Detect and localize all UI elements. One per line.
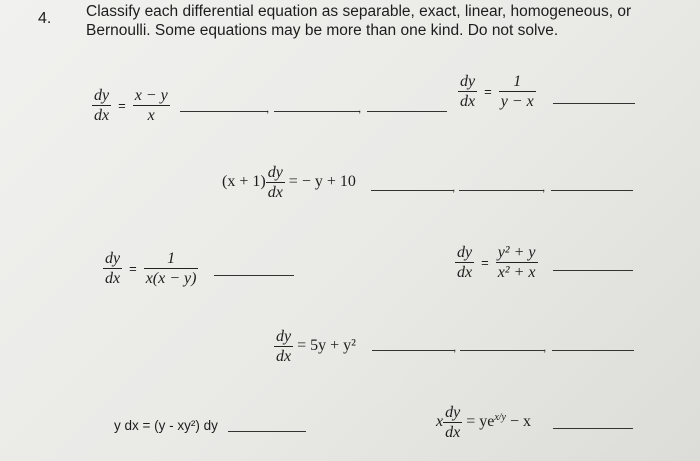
- comma: ,: [266, 101, 270, 115]
- comma: ,: [452, 180, 456, 194]
- comma: ,: [543, 340, 547, 354]
- answer-blank-7[interactable]: [228, 431, 306, 432]
- answer-blank-6b[interactable]: [460, 350, 544, 351]
- equation-3: (x + 1) $\frac{dy}{dx}$ = − y + 10: [222, 164, 356, 201]
- instruction-line-1: Classify each differential equation as separable, exact, linear, homogeneous, or: [86, 3, 632, 20]
- answer-blank-2[interactable]: [553, 103, 635, 104]
- answer-blank-6c[interactable]: [552, 350, 634, 351]
- answer-blank-3c[interactable]: [551, 190, 633, 191]
- equation-1: $\frac{dy}{dx}$ = $\frac{x - y}{x}$: [94, 87, 168, 124]
- question-number: 4.: [38, 10, 52, 27]
- answer-blank-5[interactable]: [553, 270, 633, 271]
- equation-6: $\frac{dy}{dx}$ = 5y + y²: [276, 328, 356, 365]
- answer-blank-3a[interactable]: [371, 190, 453, 191]
- answer-blank-4[interactable]: [214, 275, 294, 276]
- answer-blank-1a[interactable]: [180, 111, 268, 112]
- comma: ,: [453, 340, 457, 354]
- comma: ,: [542, 180, 546, 194]
- answer-blank-1b[interactable]: [274, 111, 360, 112]
- instruction-line-2: Bernoulli. Some equations may be more than one kind. Do not solve.: [86, 22, 559, 39]
- answer-blank-6a[interactable]: [372, 350, 454, 351]
- question-instructions: [86, 2, 686, 40]
- answer-blank-8[interactable]: [553, 428, 633, 429]
- comma: ,: [358, 101, 362, 115]
- equation-5: $\frac{dy}{dx}$ = $\frac{\text{y² + y}}{\text{x² + x}}$: [457, 244, 536, 281]
- equation-8: x $\frac{dy}{dx}$ = $ye^{x/y} - x$: [436, 404, 532, 441]
- answer-blank-3b[interactable]: [459, 190, 543, 191]
- equation-2: $\frac{dy}{dx}$ = $\frac{1}{y - x}$: [460, 73, 534, 110]
- answer-blank-1c[interactable]: [367, 111, 447, 112]
- equation-7: y dx = (y - xy²) dy: [114, 418, 218, 433]
- equation-4: $\frac{dy}{dx}$ = $\frac{1}{x(x - y)}$: [105, 250, 197, 287]
